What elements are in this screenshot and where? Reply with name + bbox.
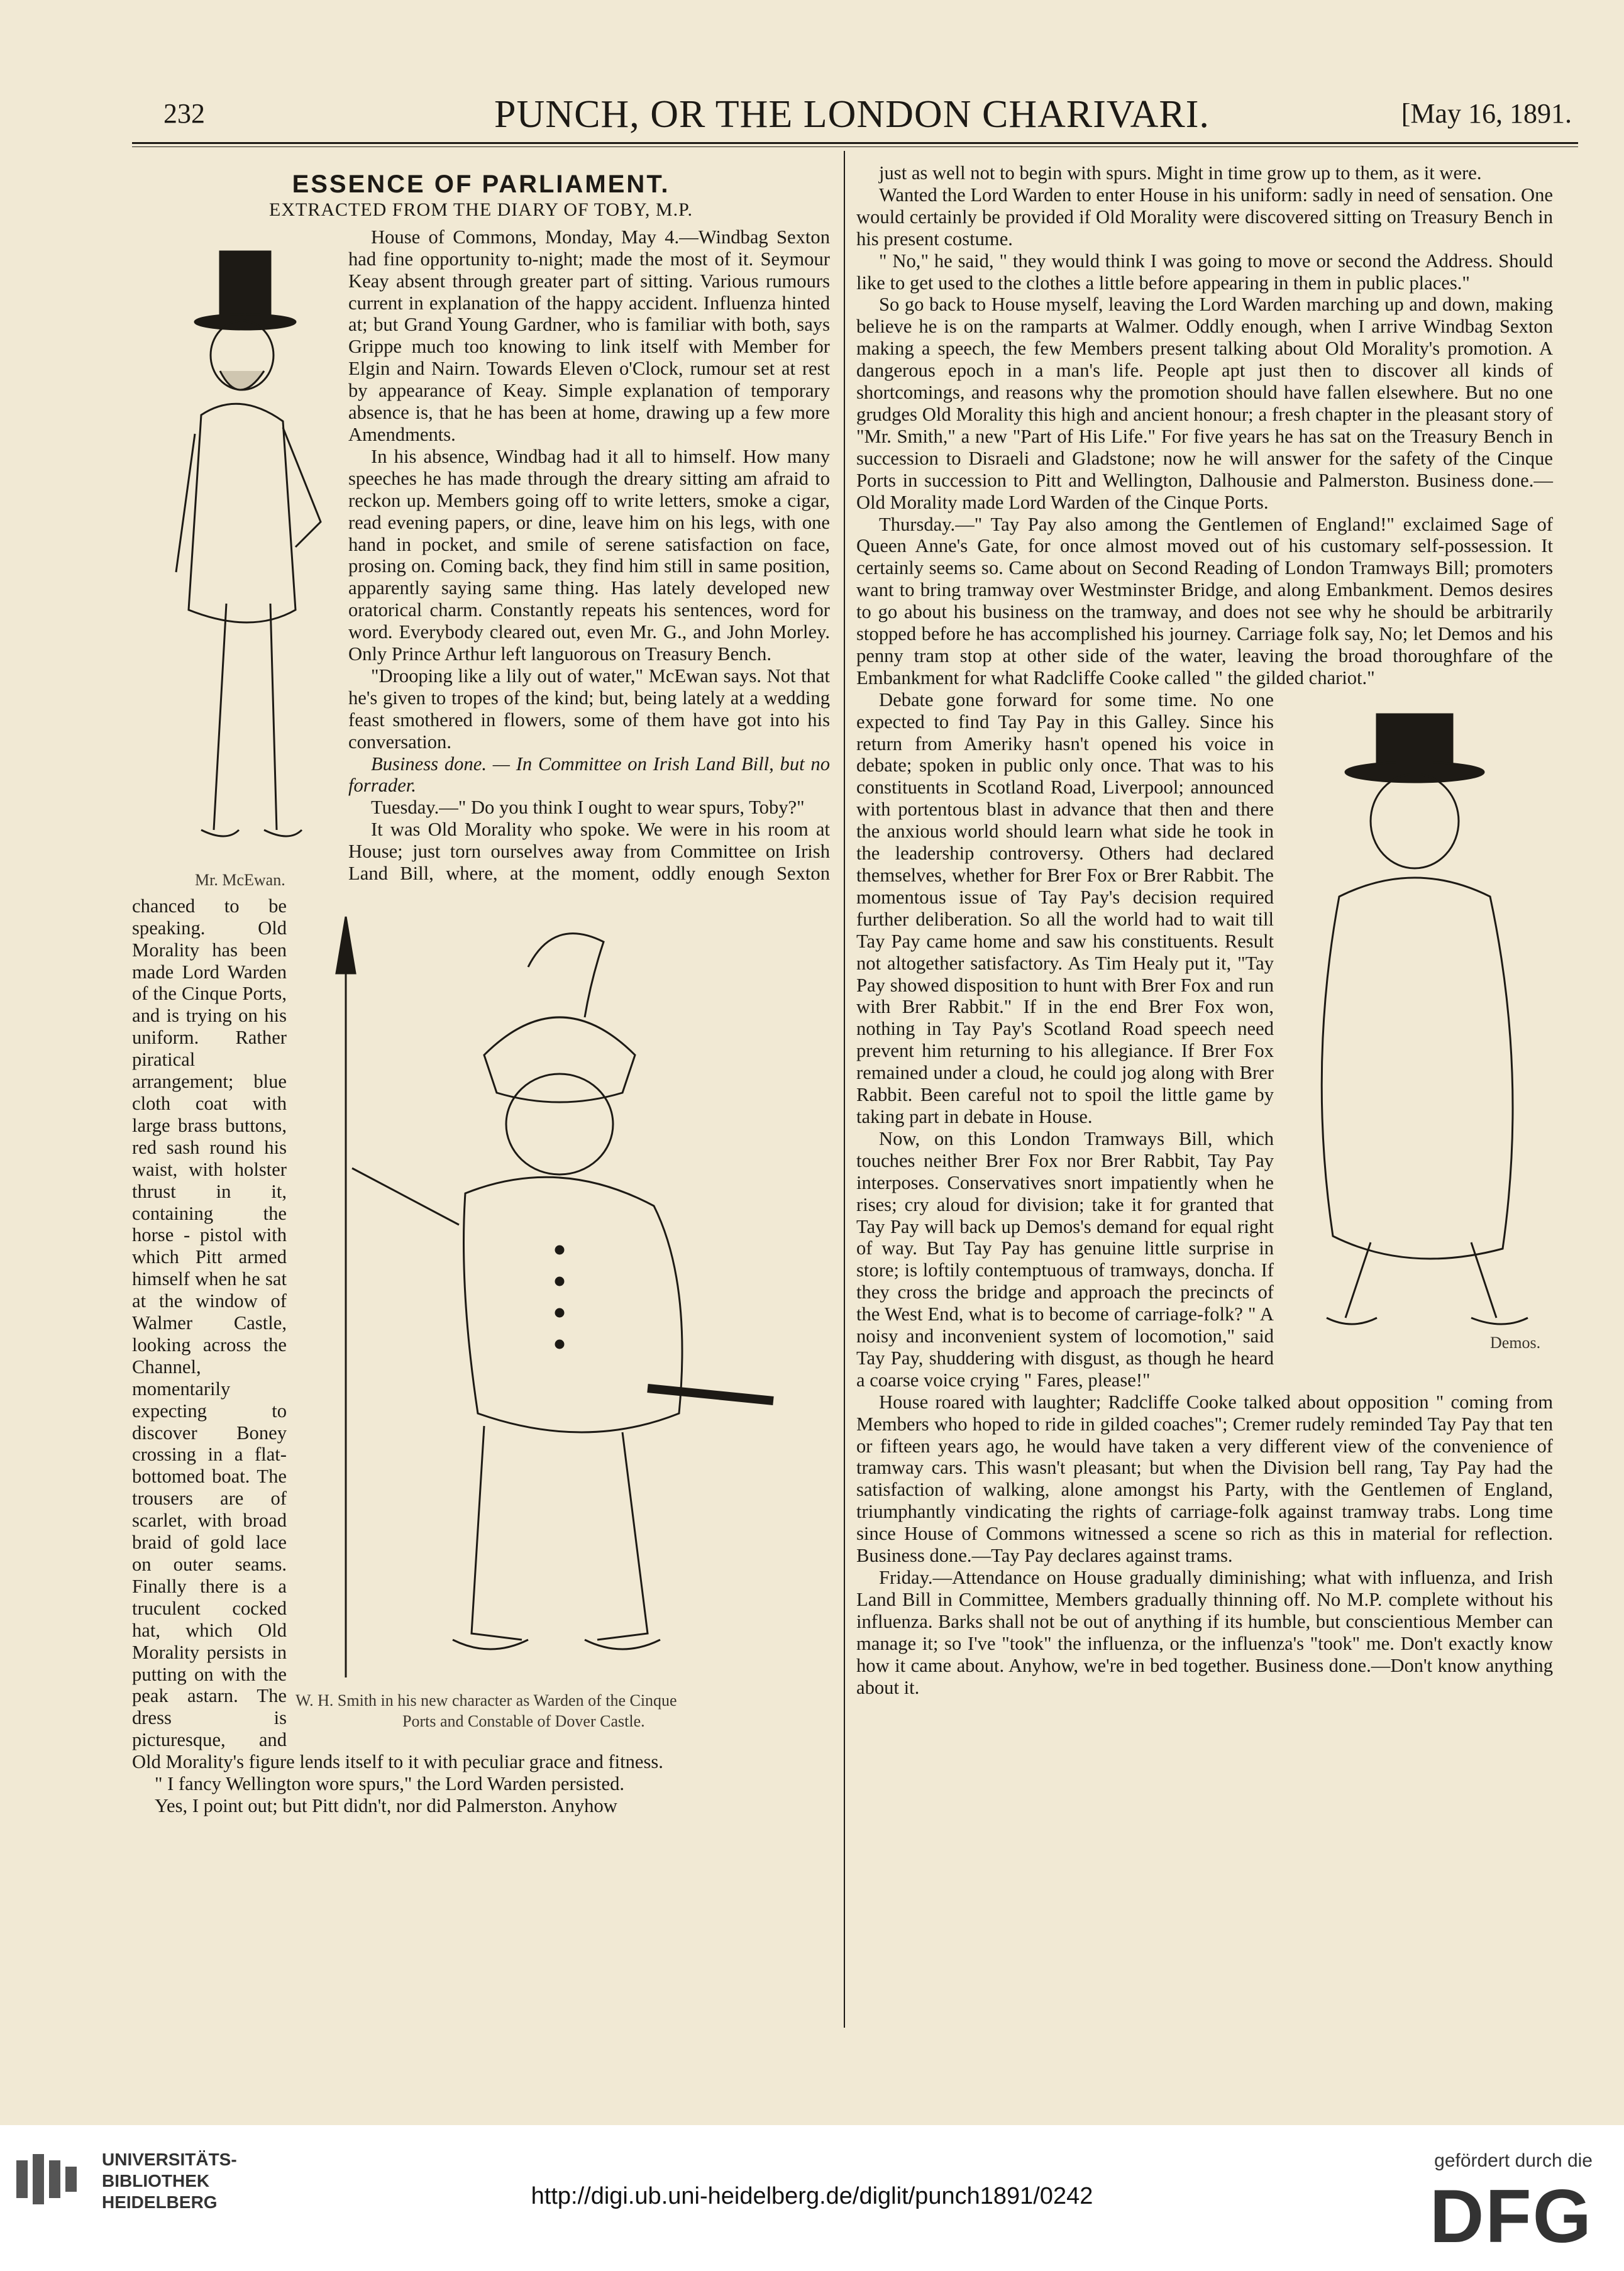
page-number: 232 bbox=[163, 98, 205, 129]
masthead: PUNCH, OR THE LONDON CHARIVARI. bbox=[494, 93, 1210, 136]
right-paragraph: Debate gone forward for some time. No one expected to find Tay Pay in this Galley. Since his return from Ameriky hasn't opened his voice in debate; spoken in public only once. That was to his constituents in Scotland Road, Liverpool; announced with portentous blast in advance that then and there the anxious world should learn what side he took in the leadership controversy. Others had declared themselves, whether for Brer Fox or Brer Rabbit. The momentous issue of Tay Pay's decision required further deliberation. So all the world had to wait till Tay Pay came home and saw his constituents. Result not altogether satisfactory. As Tim Healy put it, "Tay Pay showed disposition to hunt with Brer Fox and run with Brer Rabbit." If in the end Brer Fox won, nothing in Tay Pay's Scotland Road speech need prevent him returning to his allegiance. If Brer Fox remained under a cloud, he could jog along with Brer Rabbit. Been careful not to spoil the little game by taking part in debate in House. bbox=[856, 688, 1274, 1127]
right-paragraph: Wanted the Lord Warden to enter House in his uniform: sadly in need of sensation. One would certainly be provided if Old Morality were discovered sitting on Treasury Bench in his present costume. bbox=[856, 184, 1553, 250]
page-header bbox=[132, 93, 1572, 136]
left-column bbox=[132, 162, 830, 1817]
left-paragraph: " I fancy Wellington wore spurs," the Lord Warden persisted. bbox=[155, 1773, 625, 1795]
header-rule-thin bbox=[132, 146, 1578, 147]
smith-caption-line2: Ports and Constable of Dover Castle. bbox=[402, 1711, 645, 1730]
column-divider bbox=[844, 151, 845, 2028]
mcewan-caption: Mr. McEwan. bbox=[195, 870, 285, 889]
header-rule bbox=[132, 142, 1578, 144]
left-paragraph: House of Commons, Monday, May 4.—Windbag Sexton had fine opportunity to-night; made the most of it. Seymour Keay absent through greater part of sitting. Various rumours current in explanation of the happy accident. Influenza hinted at; but Grand Young Gardner, who is familiar with both, says Grippe much too knowing to link itself with Member for Elgin and Nairn. Towards Eleven o'Clock, rumour set at rest by appearance of Keay. Simple explanation of temporary absence is, that he has been at home, drawing up a few more Amendments. bbox=[348, 226, 830, 445]
demos-caption: Demos. bbox=[1490, 1333, 1541, 1352]
left-paragraph: Tuesday.—" Do you think I ought to wear spurs, Toby?" bbox=[371, 797, 805, 819]
article-subtitle: EXTRACTED FROM THE DIARY OF TOBY, M.P. bbox=[269, 199, 693, 220]
left-paragraph: In his absence, Windbag had it all to himself. How many speeches he has made through the dreary sitting am afraid to reckon up. Members going off to write letters, smoke a cigar, read evening papers, or dine, leave him on his legs, with one hand in pocket, and smile of serene satisfaction on face, prosing on. Coming back, they find him still in same position, apparently saying same thing. Has lately developed new oratorical charm. Constantly repeats his sentences, word for word. Everybody cleared out, even Mr. G., and John Morley. Only Prince Arthur left languorous on Treasury Bench. bbox=[348, 445, 830, 665]
right-paragraph: So go back to House myself, leaving the Lord Warden marching up and down, making believe he is on the ramparts at Walmer. Oddly enough, when I arrive Windbag Sexton making a speech, the few Members present talking about Old Morality's promotion. A dangerous epoch in a man's life. People apt just then to discover all kinds of shortcomings, and reasons why the promotion should have fallen elsewhere. But no one grudges Old Morality this high and ancient honour; a fresh chapter in the pleasant story of "Mr. Smith," a new "Part of His Life." For five years he has sat on the Treasury Bench in succession to Disraeli and Gladstone; now he will answer for the safety of the Cinque Ports in succession to Pitt and Wellington, Dalhousie and Palmerston. Business done.—Old Morality made Lord Warden of the Cinque Ports. bbox=[856, 294, 1553, 513]
left-paragraph: It was Old Morality who spoke. We were in his room at House; just torn ourselves away from Committee on Irish Land Bill, where, at the moment, oddly enough Sexton chanced to be speaking. Old Morality has been made Lord Warden of the Cinque Ports, and is trying on his uniform. Rather piratical arrangement; blue cloth coat with large brass buttons, red sash round his waist, with holster thrust in it, containing the horse - pistol with which Pitt armed himself when he sat at the window of Walmer Castle, looking across the Channel, momentarily expecting to discover Boney crossing in a flat-bottomed boat. The trousers are of scarlet, with broad braid of gold lace on outer seams. Finally there is a truculent cocked hat, which Old Morality persists in putting on with the peak astarn. The dress is picturesque, and Old Morality's figure lends itself to it with peculiar grace and fitness. bbox=[132, 819, 830, 1773]
right-column bbox=[856, 162, 1553, 1698]
right-paragraph: House roared with laughter; Radcliffe Cooke talked about opposition " coming from Members who hoped to ride in gilded coaches"; Cremer rudely reminded Tay Pay that ten or fifteen years ago, he would have taken a very different view of the convenience of tramway cars. This wasn't pleasant; but when the Division bell rang, Tay Pay had the satisfaction of walking, alone amongst his Party, with the Gentlemen of England, triumphantly vindicating the rights of carriage-folk against tramway trabs. Long time since House of Commons witnessed a scene so rich as this in material for reflection. Business done.—Tay Pay declares against trams. bbox=[856, 1391, 1553, 1567]
permalink[interactable]: http://digi.ub.uni-heidelberg.de/diglit/punch1891/0242 bbox=[531, 2183, 1093, 2209]
left-paragraph: Business done. — In Committee on Irish Land Bill, but no forrader. bbox=[348, 753, 830, 797]
article-title: ESSENCE OF PARLIAMENT. bbox=[292, 170, 670, 198]
dfg-logo: DFG bbox=[1429, 2174, 1593, 2258]
smith-warden-illustration bbox=[296, 898, 830, 1740]
right-paragraph: Thursday.—" Tay Pay also among the Gentlemen of England!" exclaimed Sage of Queen Anne's Gate, for once almost moved out of his customary self-possession. It certainly seems so. Came about on Second Reading of London Tramways Bill; promoters want to bring tramway over Westminster Bridge, and along Embankment. Demos desires to go about his business on the tramway, and does not see why he should be arbitrarily stopped before he has accomplished his journey. Carriage folk say, No; let Demos and his penny tram stop at other side of the water, leaving the broad thoroughfare of the Embankment for what Radcliffe Cooke called " the gilded chariot." bbox=[856, 513, 1553, 688]
right-paragraph: Now, on this London Tramways Bill, which touches neither Brer Fox nor Brer Rabbit, Tay Pay interposes. Conservatives snort impatiently when he rises; cry aloud for division; take it for granted that Tay Pay will back up Demos's demand for equal right of way. But Tay Pay has genuine little surprise in store; is loftily contemptuous of tramways, doncha. If they cross the bridge and approach the precincts of the West End, what is to become of carriage-folk? " A noisy and inconvenient system of locomotion," said Tay Pay, shuddering with disgust, as though he heard a coarse voice crying " Fares, please!" bbox=[856, 1127, 1274, 1391]
smith-caption-line1: W. H. Smith in his new character as Warden of the Cinque bbox=[296, 1691, 677, 1710]
left-paragraph: Yes, I point out; but Pitt didn't, nor did Palmerston. Anyhow bbox=[155, 1794, 617, 1816]
issue-date: [May 16, 1891. bbox=[1401, 98, 1572, 129]
right-paragraph: Friday.—Attendance on House gradually diminishing; what with influenza, and Irish Land Bill in Committee, Members gradually thinning off. No M.P. complete without his influenza. Barks shall not be out of anything if its humble, but conscientious Member can manage it; so I've "took" the influenza, or the influenza's "took" me. Don't exactly know how it came about. Anyhow, we're in bed together. Business done.—Don't know anything about it. bbox=[856, 1567, 1553, 1698]
demos-illustration bbox=[1283, 689, 1553, 1356]
mcewan-illustration bbox=[132, 226, 340, 893]
right-paragraph: " No," he said, " they would think I was going to move or second the Address. Should like to get used to the clothes a little before appearing in them in public places." bbox=[856, 250, 1553, 294]
library-name: UNIVERSITÄTS- BIBLIOTHEK HEIDELBERG bbox=[102, 2150, 237, 2212]
funded-by-label: gefördert durch die bbox=[1434, 2150, 1593, 2171]
right-paragraph: just as well not to begin with spurs. Might in time grow up to them, as it were. bbox=[879, 162, 1482, 184]
left-paragraph: "Drooping like a lily out of water," McEwan says. Not that he's given to tropes of the kind; but, being lately at a wedding feast smothered in flowers, some of them have got into his conversation. bbox=[348, 665, 830, 753]
